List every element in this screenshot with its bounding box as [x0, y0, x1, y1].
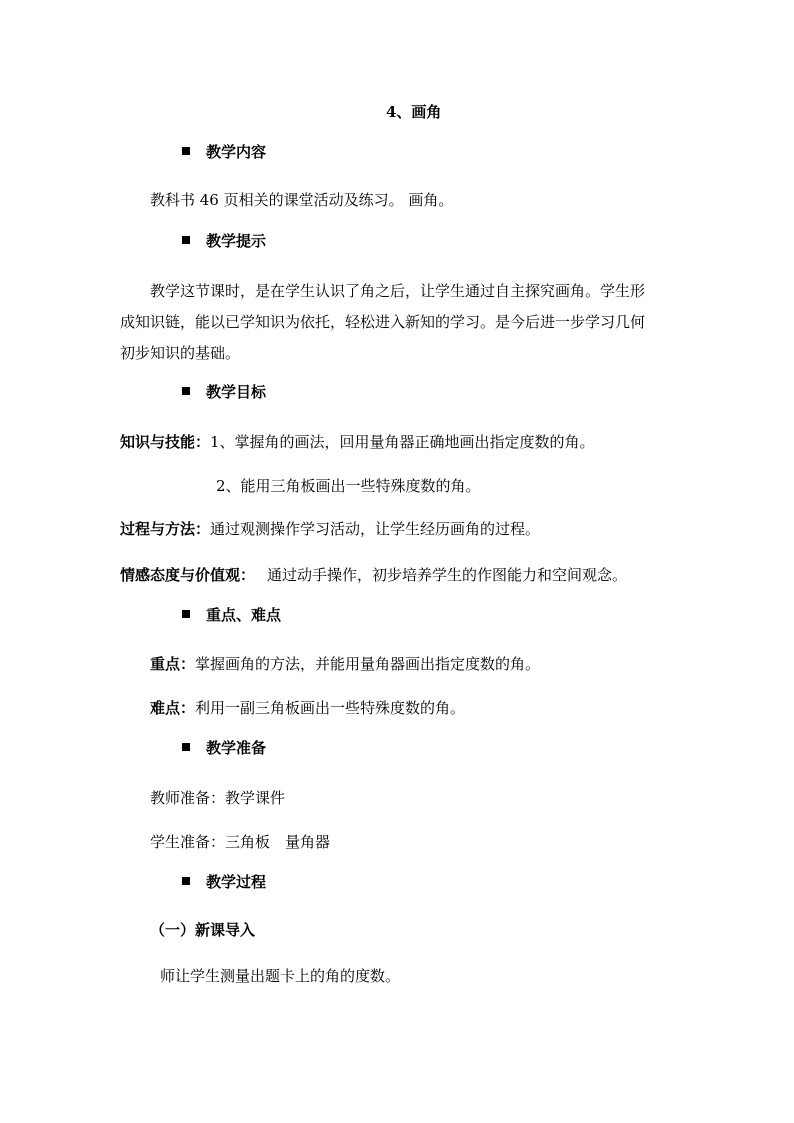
section-heading-keypoints	[182, 605, 281, 625]
process-text: 通过观测操作学习活动，让学生经历画角的过程。	[210, 520, 541, 538]
document-title: 4、画角	[386, 103, 442, 121]
heading-text: 教学准备	[206, 739, 267, 757]
knowledge-goal-2: 2、能用三角板画出一些特殊度数的角。	[216, 477, 481, 495]
heading-text: 教学目标	[206, 383, 267, 401]
square-bullet-icon	[182, 147, 190, 155]
heading-text: 教学过程	[206, 873, 267, 891]
intro-text: 师让学生测量出题卡上的角的度数。	[160, 967, 401, 985]
square-bullet-icon	[182, 877, 190, 885]
section-heading-content	[182, 142, 266, 162]
section-heading-goals	[182, 382, 266, 402]
key-point	[150, 654, 540, 674]
section-heading-hints	[182, 231, 266, 251]
section-heading-preparation	[182, 738, 266, 758]
emotion-label: 情感态度与价值观：	[120, 566, 256, 584]
knowledge-text-1: 1、掌握角的画法，回用量角器正确地画出指定度数的角。	[210, 433, 595, 451]
difficult-label: 难点：	[150, 699, 196, 717]
student-preparation: 学生准备：三角板 量角器	[150, 833, 331, 851]
difficult-text: 利用一副三角板画出一些特殊度数的角。	[195, 699, 466, 717]
heading-text: 重点、难点	[206, 606, 282, 624]
square-bullet-icon	[182, 743, 190, 751]
intro-heading: （一）新课导入	[150, 921, 256, 939]
square-bullet-icon	[182, 387, 190, 395]
hints-text-line-2: 成知识链，能以已学知识为依托，轻松进入新知的学习。是今后进一步学习几何	[120, 313, 646, 331]
process-label: 过程与方法：	[120, 520, 211, 538]
section-heading-procedure	[182, 872, 266, 892]
square-bullet-icon	[182, 610, 190, 618]
difficult-point	[150, 698, 465, 718]
emotion-goal	[120, 565, 627, 585]
content-text: 教科书 46 页相关的课堂活动及练习。 画角。	[150, 191, 454, 209]
hints-text-line-3: 初步知识的基础。	[120, 344, 241, 362]
knowledge-goal-1	[120, 432, 595, 452]
emotion-text: 通过动手操作，初步培养学生的作图能力和空间观念。	[267, 566, 628, 584]
key-label: 重点：	[150, 655, 196, 673]
heading-text: 教学内容	[206, 143, 267, 161]
process-goal	[120, 519, 540, 539]
heading-text: 教学提示	[206, 232, 267, 250]
key-text: 掌握画角的方法，并能用量角器画出指定度数的角。	[195, 655, 541, 673]
knowledge-label: 知识与技能：	[120, 433, 211, 451]
teacher-preparation: 教师准备：教学课件	[150, 789, 286, 807]
hints-text-line-1: 教学这节课时，是在学生认识了角之后，让学生通过自主探究画角。学生形	[150, 282, 646, 300]
square-bullet-icon	[182, 236, 190, 244]
